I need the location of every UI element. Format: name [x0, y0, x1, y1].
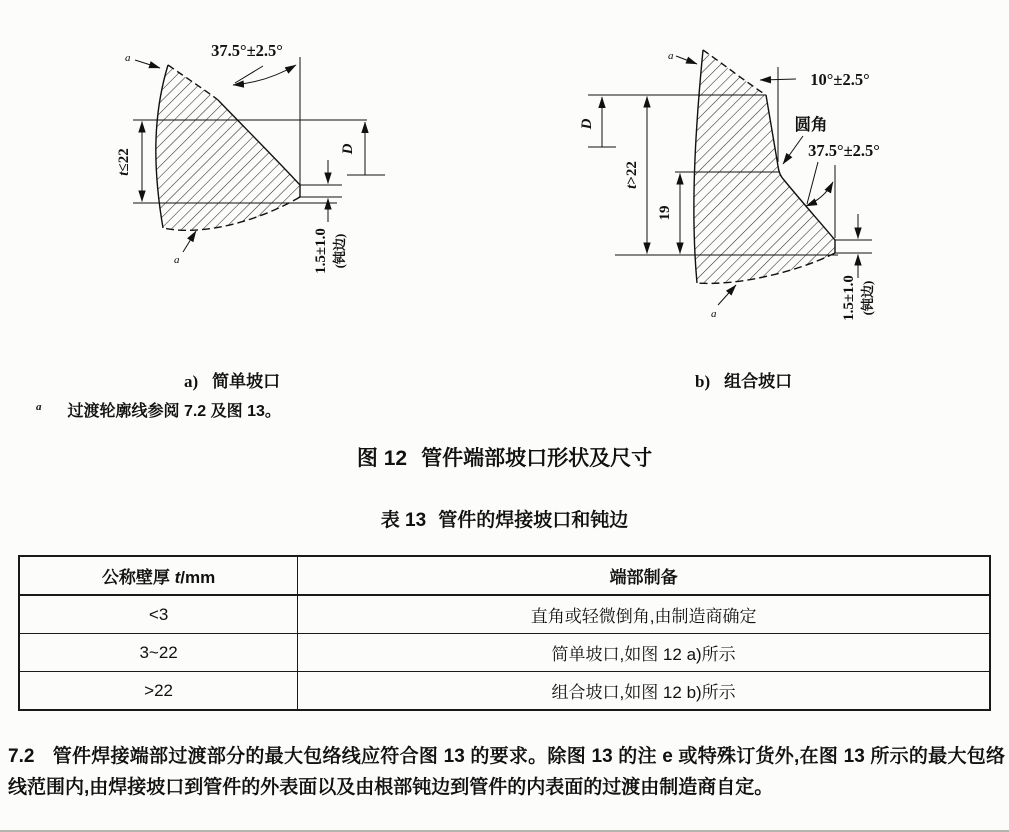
thickness-dim-label: t≤22 [116, 148, 132, 176]
bevel-table [18, 555, 991, 711]
cell-thickness: >22 [19, 672, 298, 711]
table-title [0, 505, 1009, 532]
figure-footnote [36, 398, 281, 421]
col-header-end-preparation: 端部制备 [298, 556, 990, 595]
root-face-dim-label: 1.5±1.0 [313, 228, 329, 274]
bevel-section-hatch [156, 65, 300, 230]
figure-caption-label: 图 12 [356, 447, 408, 470]
cell-thickness: <3 [19, 595, 298, 634]
footnote-marker: a [36, 400, 42, 413]
subcaption-b [695, 367, 792, 392]
outside-diameter-label: D [340, 143, 356, 155]
col-header-wall-thickness: 公称壁厚 t/mm [19, 556, 298, 595]
subcaption-b-label: b) [695, 372, 711, 391]
subcaption-a-text: 简单坡口 [212, 372, 281, 391]
subcaption-b-text: 组合坡口 [724, 372, 793, 391]
table-title-label: 表 13 [380, 510, 427, 531]
diagram-compound-bevel [550, 12, 890, 342]
section-text: 管件焊接端部过渡部分的最大包络线应符合图 13 的要求。除图 13 的注 e 或特殊订货外,在图 13 所示的最大包络线范围内,由焊接坡口到管件的外表面以及由根部钝边到管件的内表面的过渡由制造商自定。 [8, 746, 1005, 798]
table-title-text: 管件的焊接坡口和钝边 [438, 510, 629, 531]
cell-preparation: 组合坡口,如图 12 b)所示 [298, 672, 990, 711]
angle-dim-label: 37.5°±2.5° [211, 41, 283, 60]
root-face-note-label: (钝边) [332, 233, 347, 269]
footnote-marker-bottom: a [174, 254, 180, 266]
cell-preparation: 简单坡口,如图 12 a)所示 [298, 634, 990, 672]
subcaption-a [184, 367, 280, 392]
top-angle-dim-label: 10°±2.5° [810, 70, 870, 89]
outside-diameter-label: D [579, 118, 595, 130]
figure-caption-text: 管件端部坡口形状及尺寸 [421, 447, 653, 470]
root-face-note-label: (钝边) [860, 280, 875, 316]
footnote-marker-top: a [668, 50, 674, 62]
root-face-dim-label: 1.5±1.0 [841, 275, 857, 321]
section-number: 7.2 [8, 746, 35, 767]
cell-preparation: 直角或轻微倒角,由制造商确定 [298, 595, 990, 634]
table-row [19, 672, 990, 711]
table-header-row [19, 556, 990, 595]
footnote-marker-top: a [125, 52, 131, 64]
figure-caption [0, 442, 1009, 472]
subcaption-a-label: a) [184, 372, 199, 391]
fillet-label: 圆角 [794, 116, 828, 134]
main-angle-dim-label: 37.5°±2.5° [808, 141, 880, 160]
cell-thickness: 3~22 [19, 634, 298, 672]
table-row [19, 595, 990, 634]
footnote-marker-bottom: a [711, 308, 717, 320]
diagram-simple-bevel [95, 8, 395, 308]
section-7-2-paragraph [8, 741, 1005, 803]
thickness-dim-label: t>22 [624, 161, 640, 189]
footnote-text: 过渡轮廓线参阅 7.2 及图 13。 [67, 403, 281, 420]
bevel-depth-dim-label: 19 [657, 205, 673, 221]
table-row [19, 634, 990, 672]
